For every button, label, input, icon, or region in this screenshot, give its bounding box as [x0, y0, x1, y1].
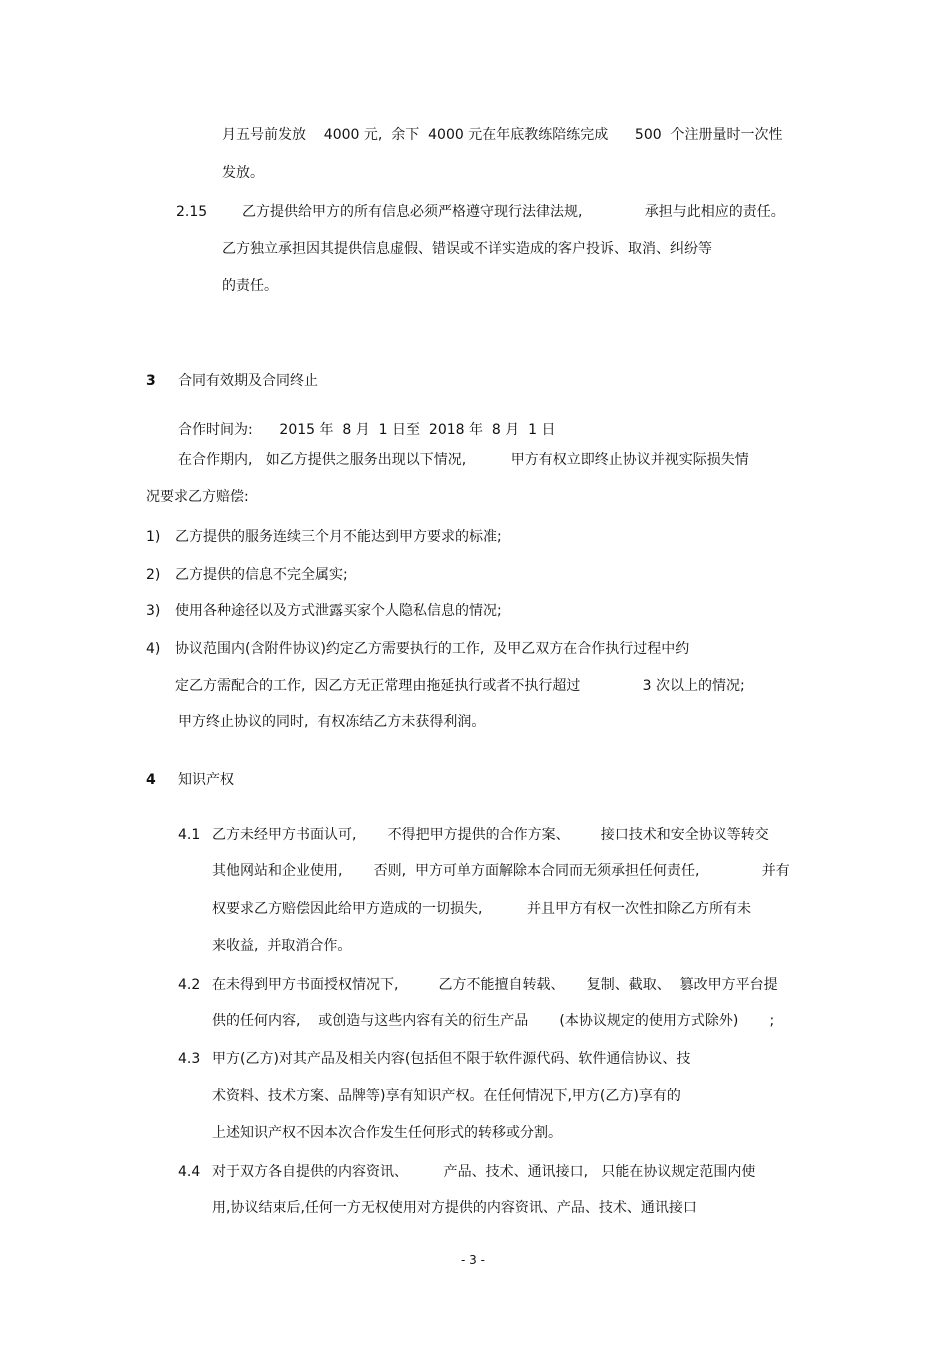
section-number: 3 — [146, 373, 156, 389]
page-number: - 3 - — [461, 1253, 485, 1267]
text-line: 乙方提供给甲方的所有信息必须严格遵守现行法律法规, 承担与此相应的责任。 — [242, 204, 785, 220]
text-line: 甲方终止协议的同时, 有权冻结乙方未获得利润。 — [178, 714, 486, 730]
text-line: 甲方(乙方)对其产品及相关内容(包括但不限于软件源代码、软件通信协议、技 — [212, 1051, 691, 1067]
clause-number: 4.4 — [178, 1164, 201, 1180]
list-item: 乙方提供的信息不完全属实; — [175, 567, 348, 583]
text-line: 来收益, 并取消合作。 — [212, 938, 352, 954]
clause-number: 4.1 — [178, 827, 201, 843]
text-line: 合作时间为: 2015 年 8 月 1 日至 2018 年 8 月 1 日 — [178, 422, 556, 438]
section-heading: 知识产权 — [178, 772, 234, 788]
text-line: 权要求乙方赔偿因此给甲方造成的一切损失, 并且甲方有权一次性扣除乙方所有未 — [212, 901, 751, 917]
text-line: 在未得到甲方书面授权情况下, 乙方不能擅自转载、 复制、截取、 篡改甲方平台提 — [212, 977, 778, 993]
list-item: 使用各种途径以及方式泄露买家个人隐私信息的情况; — [175, 603, 502, 619]
section-heading: 合同有效期及合同终止 — [178, 373, 318, 389]
text-line: 乙方未经甲方书面认可, 不得把甲方提供的合作方案、 接口技术和安全协议等转交 — [212, 827, 769, 843]
text-line: 对于双方各自提供的内容资讯、 产品、技术、通讯接口, 只能在协议规定范围内使 — [212, 1164, 756, 1180]
text-line: 的责任。 — [222, 278, 278, 294]
list-item-continuation: 定乙方需配合的工作, 因乙方无正常理由拖延执行或者不执行超过 3 次以上的情况; — [175, 678, 745, 694]
list-item: 乙方提供的服务连续三个月不能达到甲方要求的标准; — [175, 529, 502, 545]
text-line: 发放。 — [222, 165, 264, 181]
list-number: 4) — [146, 641, 161, 657]
text-line: 况要求乙方赔偿: — [146, 489, 249, 505]
text-line: 在合作期内, 如乙方提供之服务出现以下情况, 甲方有权立即终止协议并视实际损失情 — [178, 452, 749, 468]
text-line: 月五号前发放 4000 元, 余下 4000 元在年底教练陪练完成 500 个注册量时一次性 — [222, 127, 783, 143]
list-number: 1) — [146, 529, 161, 545]
section-number: 4 — [146, 772, 156, 788]
list-number: 3) — [146, 603, 161, 619]
text-line: 上述知识产权不因本次合作发生任何形式的转移或分割。 — [212, 1125, 562, 1141]
clause-number: 2.15 — [176, 204, 208, 220]
text-line: 其他网站和企业使用, 否则, 甲方可单方面解除本合同而无须承担任何责任, 并有 — [212, 863, 790, 879]
text-line: 用,协议结束后,任何一方无权使用对方提供的内容资讯、产品、技术、通讯接口 — [212, 1200, 697, 1216]
text-line: 术资料、技术方案、品牌等)享有知识产权。在任何情况下,甲方(乙方)享有的 — [212, 1088, 681, 1104]
text-line: 乙方独立承担因其提供信息虚假、错误或不详实造成的客户投诉、取消、纠纷等 — [222, 241, 712, 257]
list-item: 协议范围内(含附件协议)约定乙方需要执行的工作, 及甲乙双方在合作执行过程中约 — [175, 641, 690, 657]
text-line: 供的任何内容, 或创造与这些内容有关的衍生产品 (本协议规定的使用方式除外) ; — [212, 1013, 775, 1029]
clause-number: 4.2 — [178, 977, 201, 993]
clause-number: 4.3 — [178, 1051, 201, 1067]
list-number: 2) — [146, 567, 161, 583]
